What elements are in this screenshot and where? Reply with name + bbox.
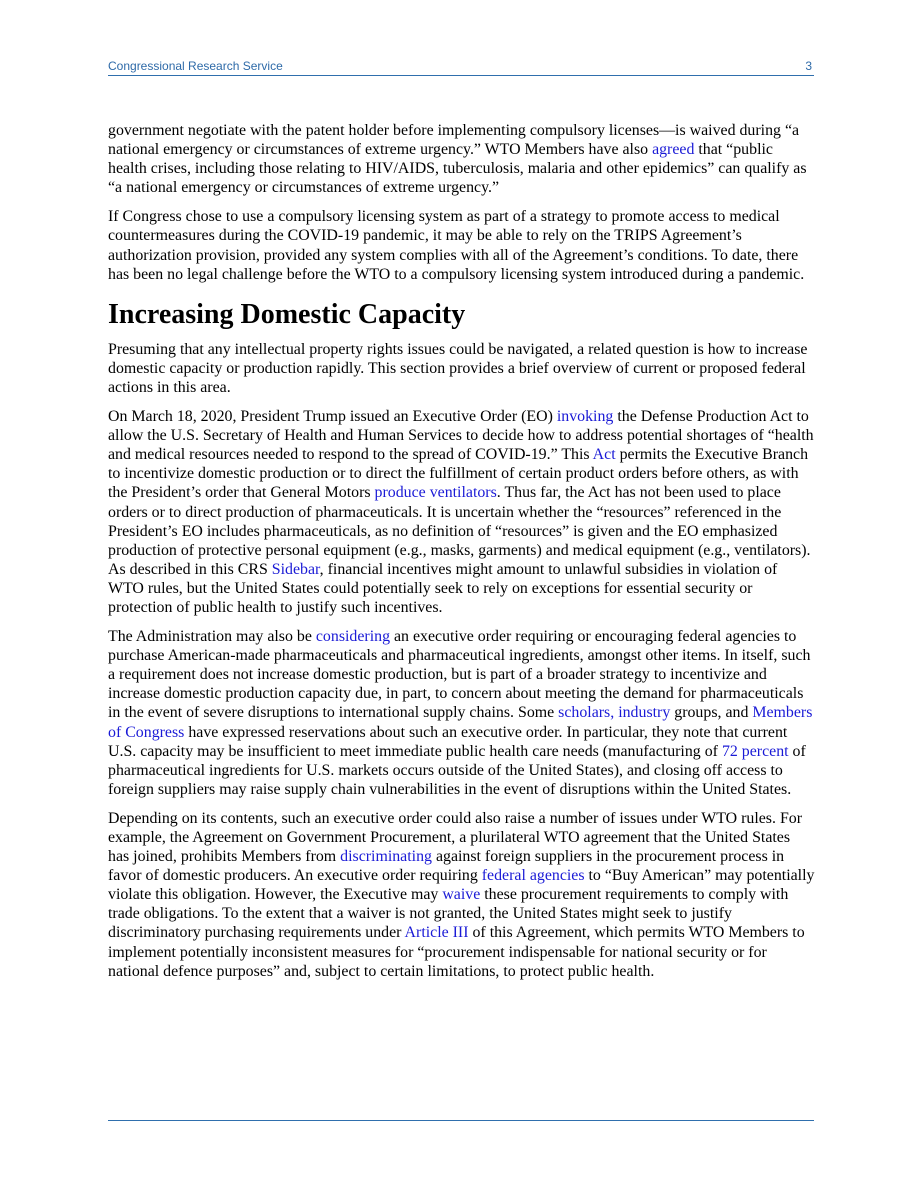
paragraph-6 <box>108 809 815 981</box>
link-scholars[interactable]: scholars <box>558 704 611 722</box>
text-span: to “Buy American” may potentially violate this obligation. However, the Executive may <box>108 867 815 904</box>
header-org-name: Congressional Research Service <box>108 59 283 73</box>
paragraph-1 <box>108 121 815 197</box>
header-page-number: 3 <box>805 59 812 73</box>
text-span: , financial incentives might amount to unlawful subsidies in violation of WTO rules, but the United States could potentially seek to rely on exceptions for essential security or protection of public health to justify such incentives. <box>108 560 778 616</box>
text-span: . Thus far, the Act has not been used to place orders or to direct production of pharmaceuticals. It is uncertain whether the “resources” referenced in the President’s EO includes pharmaceuticals, as no definition of “resources” is given and the EO emphasized production of protective personal equipment (e.g., masks, garments) and medical equipment (e.g., ventilators). As described in this CRS <box>108 484 811 578</box>
text-span: groups, and <box>670 704 753 722</box>
text-span: government negotiate with the patent holder before implementing compulsory licenses—is waived during “a national emergency or circumstances of extreme urgency.” WTO Members have also <box>108 122 800 159</box>
paragraph-3 <box>108 340 815 397</box>
link-agreed[interactable]: agreed <box>652 141 695 159</box>
link-considering[interactable]: considering <box>315 628 391 646</box>
link-article-iii[interactable]: Article III <box>404 924 469 942</box>
link-produce-ventilators[interactable]: produce ventilators <box>374 484 497 502</box>
link-act[interactable]: Act <box>592 446 616 464</box>
link-waive[interactable]: waive <box>442 886 481 904</box>
link-sidebar[interactable]: Sidebar <box>271 560 320 578</box>
link-invoking[interactable]: invoking <box>556 408 614 426</box>
link-federal-agencies[interactable]: federal agencies <box>481 867 585 885</box>
footer-divider <box>108 1120 814 1121</box>
text-span: of pharmaceutical ingredients for U.S. markets occurs outside of the United States), and closing off access to foreign suppliers may raise supply chain vulnerabilities in the event of disruptions within the United States. <box>108 742 806 798</box>
text-span: an executive order requiring or encouraging federal agencies to purchase American-made pharmaceuticals and pharmaceutical ingredients, amongst other items. In itself, such a requirement does not increase domestic production, but is part of a broader strategy to incentivize and increase domestic production capacity due, in part, to concern about meeting the demand for pharmaceuticals in the event of severe disruptions to international supply chains. Some <box>108 628 811 722</box>
paragraph-4 <box>108 407 815 617</box>
text-span: permits the Executive Branch to incentivize domestic production or to direct the fulfillment of certain product orders before others, as with the President’s order that General Motors <box>108 446 809 502</box>
page-header <box>108 57 814 76</box>
link-industry[interactable]: industry <box>618 704 671 722</box>
paragraph-2 <box>108 207 815 283</box>
text-span: these procurement requirements to comply with trade obligations. To the extent that a waiver is not granted, the United States might seek to justify discriminatory purchasing requirements under <box>108 886 789 942</box>
link-members-of-congress[interactable]: Members of Congress <box>108 704 813 741</box>
link-discriminating[interactable]: discriminating <box>340 848 432 866</box>
link-72-percent[interactable]: 72 percent <box>721 742 789 760</box>
text-span: the Defense Production Act to allow the U.S. Secretary of Health and Human Services to decide how to address potential shortages of “health and medical resources needed to respond to the spread of COVID-19.” This <box>108 408 814 464</box>
text-span: Presuming that any intellectual property rights issues could be navigated, a related question is how to increase domestic capacity or production rapidly. This section provides a brief overview of current or proposed federal actions in this area. <box>108 340 808 396</box>
text-span: of this Agreement, which permits WTO Members to implement potentially inconsistent measures for “procurement indispensable for national security or for national defence purposes” and, subject to certain limitations, to protect public health. <box>108 924 805 980</box>
paragraph-5 <box>108 627 815 799</box>
link-separator: , <box>610 704 619 722</box>
text-span: The Administration may also be <box>108 628 316 646</box>
document-body <box>108 121 815 991</box>
section-heading: Increasing Domestic Capacity <box>108 298 466 330</box>
text-span: Depending on its contents, such an executive order could also raise a number of issues under WTO rules. For example, the Agreement on Government Procurement, a plurilateral WTO agreement that the United States has joined, prohibits Members from <box>108 809 803 866</box>
text-span: that “public health crises, including those relating to HIV/AIDS, tuberculosis, malaria and other epidemics” can qualify as “a national emergency or circumstances of extreme urgency.” <box>108 141 807 197</box>
text-span: have expressed reservations about such an executive order. In particular, they note that current U.S. capacity may be insufficient to meet immediate public health care needs (manufacturing of <box>108 723 788 760</box>
text-span: On March 18, 2020, President Trump issued an Executive Order (EO) <box>108 408 557 426</box>
text-span: against foreign suppliers in the procurement process in favor of domestic producers. An executive order requiring <box>108 848 785 885</box>
text-span: If Congress chose to use a compulsory licensing system as part of a strategy to promote access to medical countermeasures during the COVID-19 pandemic, it may be able to rely on the TRIPS Agreement’s authorization provision, provided any system complies with all of the Agreement’s conditions. To date, there has been no legal challenge before the WTO to a compulsory licensing system introduced during a pandemic. <box>108 208 805 283</box>
